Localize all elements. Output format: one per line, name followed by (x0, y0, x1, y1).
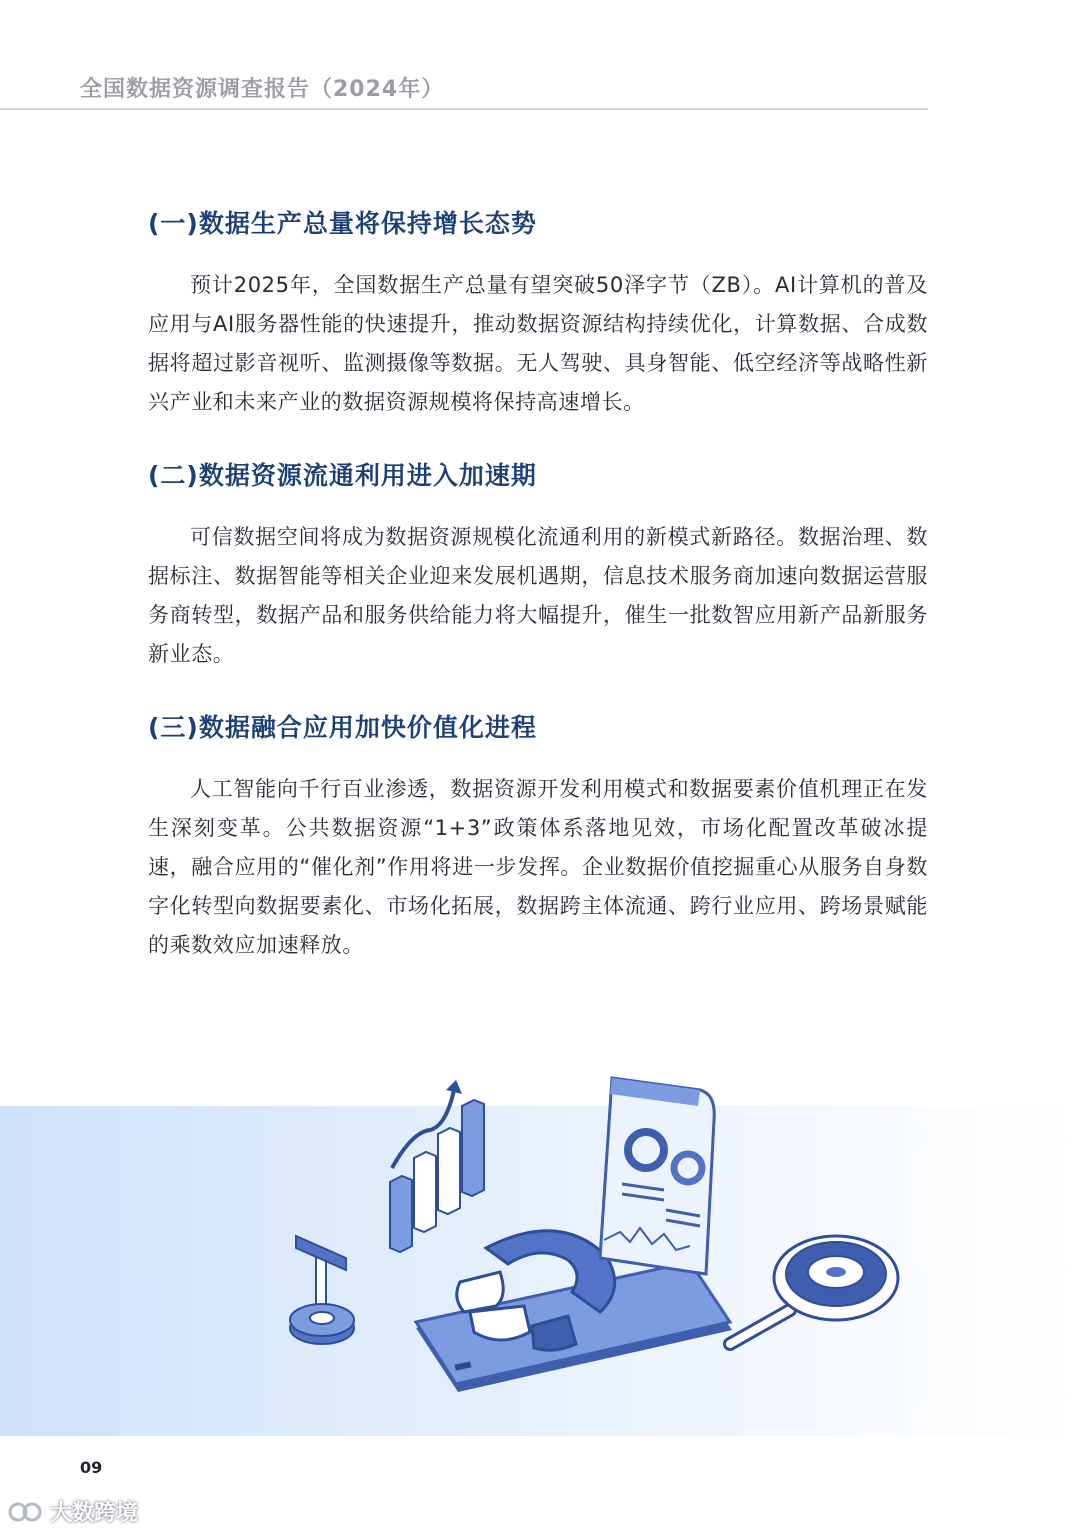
magnifier-icon (730, 1236, 898, 1344)
watermark (8, 1496, 138, 1527)
watermark-text: 大数跨境 (50, 1501, 139, 1526)
report-sheet-icon (600, 1078, 714, 1274)
section-2-body: 可信数据空间将成为数据资源规模化流通利用的新模式新路径。数据治理、数据标注、数据智能等相关企业迎来发展机遇期，信息技术服务商加速向数据运营服务商转型，数据产品和服务供给能力将大幅提升，催生一批数智应用新产品新服务新业态。 (148, 525, 928, 666)
page-number: 09 (80, 1458, 103, 1477)
data-illustration (0, 1060, 1080, 1440)
section-3-body: 人工智能向千行百业渗透，数据资源开发利用模式和数据要素价值机理正在发生深刻变革。公共数据资源“1+3”政策体系落地见效，市场化配置改革破冰提速，融合应用的“催化剂”作用将进一步发挥。企业数据价值挖掘重心从服务自身数字化转型向数据要素化、市场化拓展，数据跨主体流通、跨行业应用、跨场景赋能的乘数效应加速释放。 (148, 777, 928, 957)
watermark-logo-icon (8, 1500, 44, 1524)
section-1 (148, 204, 928, 422)
section-1-heading: (一)数据生产总量将保持增长态势 (148, 209, 537, 238)
section-3-heading: (三)数据融合应用加快价值化进程 (148, 713, 537, 742)
section-2-heading: (二)数据资源流通利用进入加速期 (148, 461, 537, 490)
running-header: 全国数据资源调查报告（2024年） (80, 77, 445, 102)
section-3 (148, 708, 928, 965)
bar-chart-icon (390, 1100, 484, 1252)
section-1-body: 预计2025年，全国数据生产总量有望突破50泽字节（ZB）。AI计算机的普及应用与AI服务器性能的快速提升，推动数据资源结构持续优化，计算数据、合成数据将超过影音视听、监测摄像等数据。无人驾驶、具身智能、低空经济等战略性新兴产业和未来产业的数据资源规模将保持高速增长。 (148, 273, 928, 414)
header-rule (0, 108, 928, 110)
gear-icon (290, 1236, 354, 1344)
section-2 (148, 456, 928, 674)
